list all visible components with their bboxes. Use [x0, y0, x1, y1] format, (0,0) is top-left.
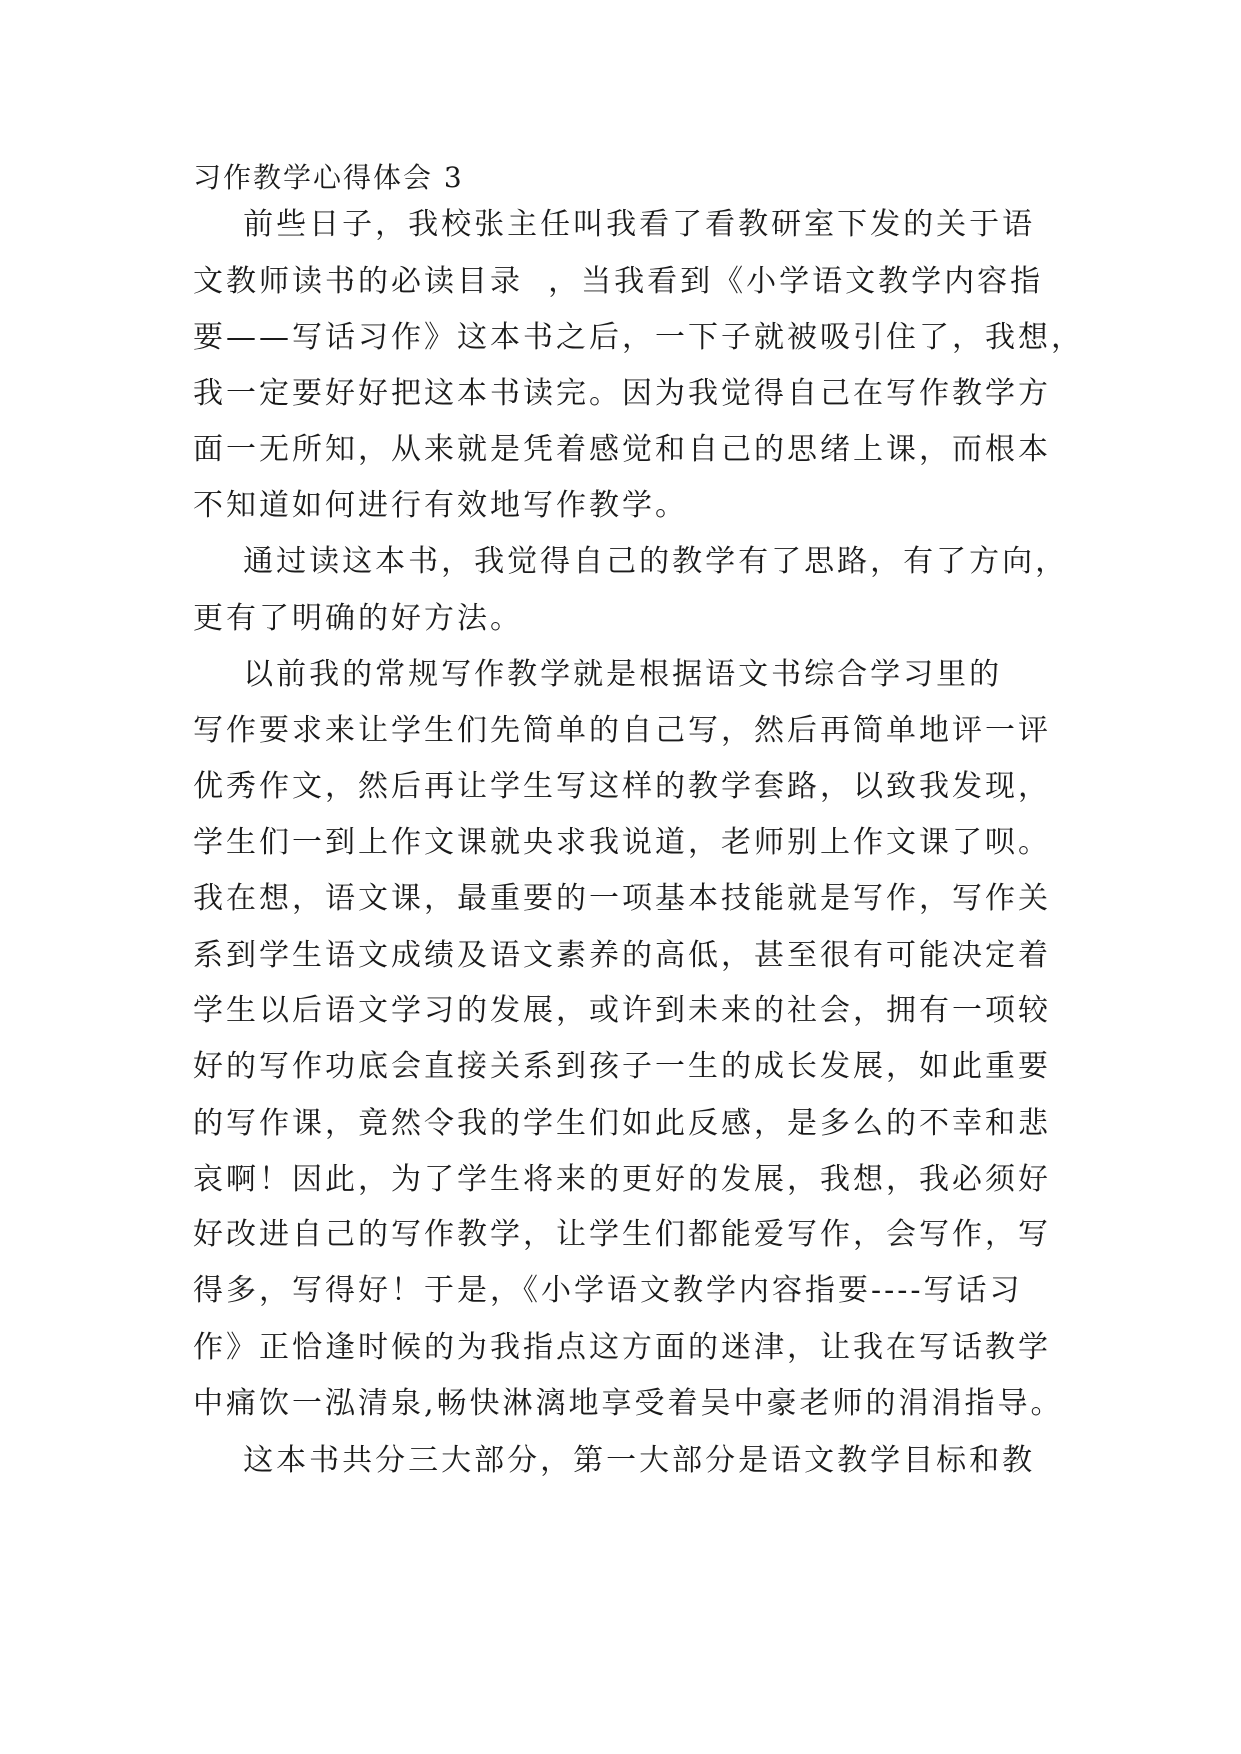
body-line: 优秀作文，然后再让学生写这样的教学套路，以致我发现，: [193, 769, 1051, 804]
body-line: 通过读这本书，我觉得自己的教学有了思路，有了方向，: [193, 544, 1069, 579]
body-line: 面一无所知，从来就是凭着感觉和自己的思绪上课，而根本: [193, 432, 1051, 467]
document-title: 习作教学心得体会 3: [193, 161, 464, 194]
body-line: 以前我的常规写作教学就是根据语文书综合学习里的: [193, 657, 1003, 692]
body-line: 好的写作功底会直接关系到孩子一生的成长发展，如此重要: [193, 1049, 1051, 1084]
body-line: 我一定要好好把这本书读完。因为我觉得自己在写作教学方: [193, 376, 1051, 411]
body-line: 文教师读书的必读目录 ，当我看到《小学语文教学内容指: [193, 264, 1044, 299]
body-line: 这本书共分三大部分，第一大部分是语文教学目标和教: [193, 1443, 1036, 1478]
body-line: 学生以后语文学习的发展，或许到未来的社会，拥有一项较: [193, 993, 1051, 1028]
body-line: 得多，写得好！于是，《小学语文教学内容指要----写话习: [193, 1273, 1023, 1308]
body-line: 哀啊！因此，为了学生将来的更好的发展，我想，我必须好: [193, 1162, 1051, 1197]
body-line: 要——写话习作》这本书之后，一下子就被吸引住了，我想，: [193, 320, 1084, 355]
body-line: 作》正恰逢时候的为我指点这方面的迷津，让我在写话教学: [193, 1330, 1051, 1365]
body-line: 中痛饮一泓清泉,畅快淋漓地享受着吴中豪老师的涓涓指导。: [193, 1386, 1064, 1421]
body-line: 的写作课，竟然令我的学生们如此反感，是多么的不幸和悲: [193, 1106, 1051, 1141]
body-line: 系到学生语文成绩及语文素养的高低，甚至很有可能决定着: [193, 938, 1051, 973]
body-line: 好改进自己的写作教学，让学生们都能爱写作，会写作，写: [193, 1217, 1051, 1252]
body-line: 不知道如何进行有效地写作教学。: [193, 488, 688, 523]
body-line: 前些日子，我校张主任叫我看了看教研室下发的关于语: [193, 207, 1036, 242]
body-line: 我在想，语文课，最重要的一项基本技能就是写作，写作关: [193, 881, 1051, 916]
body-line: 学生们一到上作文课就央求我说道，老师别上作文课了呗。: [193, 825, 1051, 860]
body-line: 写作要求来让学生们先简单的自己写，然后再简单地评一评: [193, 713, 1051, 748]
body-line: 更有了明确的好方法。: [193, 601, 523, 636]
